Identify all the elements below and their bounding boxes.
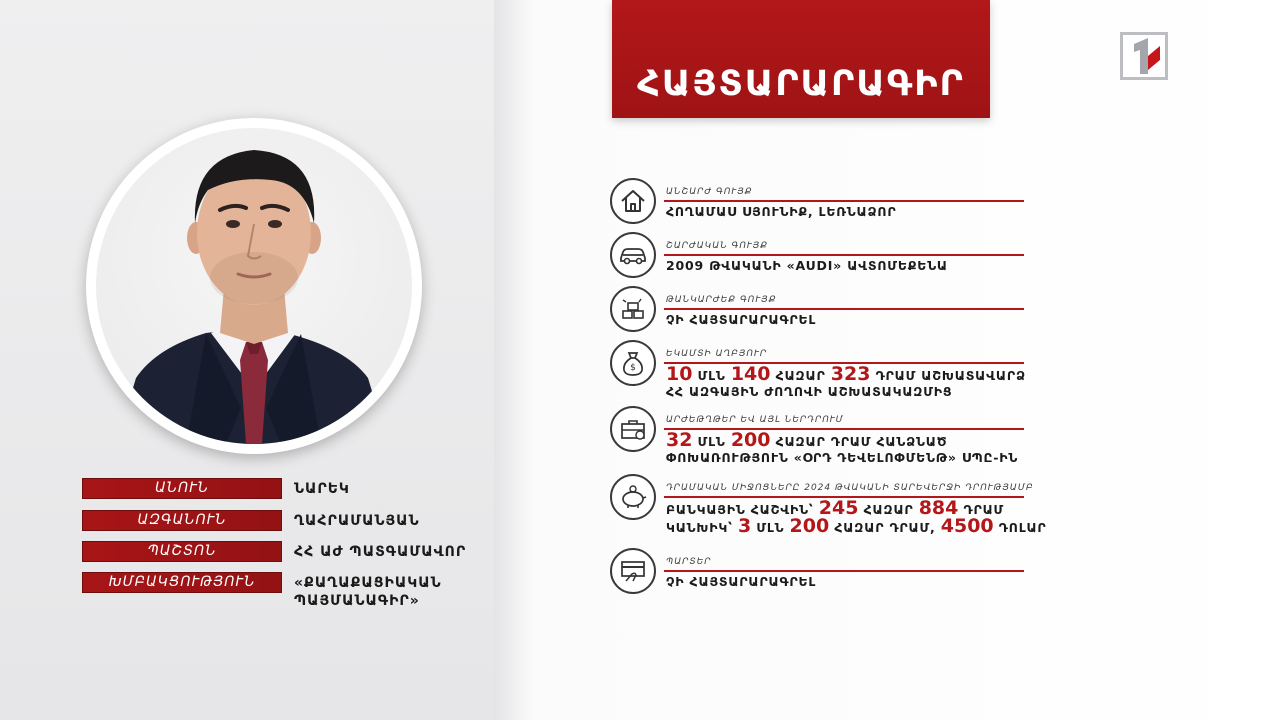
bio-value: ՀՀ ԱԺ ՊԱՏԳԱՄԱՎՈՐ (294, 544, 467, 560)
value-line (666, 574, 816, 590)
item-value (666, 312, 816, 328)
value-text: ՓՈԽԱՌՈՒԹՅՈՒՆ «ՕՐԴ ԴԵՎԵԼՈՓՄԵՆԹ» ՍՊԸ-ԻՆ (666, 450, 1019, 465)
highlight-number: 4500 (940, 515, 994, 537)
item-value (666, 363, 1026, 400)
value-line (666, 258, 948, 274)
value-line (666, 204, 896, 220)
divider (664, 570, 1024, 572)
value-line (666, 429, 1018, 451)
item-label: ՊԱՐՏԵՐ (666, 557, 712, 567)
value-text: ԴՐԱՄ (958, 502, 1005, 517)
highlight-number: 3 (737, 515, 752, 537)
person-portrait-image (96, 128, 412, 444)
credit-card-icon (610, 548, 656, 594)
value-text: ՉԻ ՀԱՅՏԱՐԱՐԱԳՐԵԼ (666, 312, 817, 327)
divider (664, 200, 1024, 202)
value-text: ՄԼՆ (692, 434, 731, 449)
value-text: ՀԱԶԱՐ (770, 368, 831, 383)
value-text: ԴՈԼԱՐ (993, 520, 1047, 535)
divider (664, 428, 1024, 430)
item-value (666, 258, 948, 274)
value-text: ԴՐԱՄ ԱՇԽԱՏԱՎԱՐՁ (870, 368, 1026, 383)
value-text: ՀԱԶԱՐ ԴՐԱՄ ՀԱՆՁՆԱԾ (770, 434, 948, 449)
item-value (666, 429, 1019, 466)
value-text: 2009 ԹՎԱԿԱՆԻ «AUDI» ԱՎՏՈՄԵՔԵՆԱ (666, 258, 948, 273)
value-text: ՀԱԶԱՐ ԴՐԱՄ, (829, 520, 941, 535)
bio-label: ԱՆՈՒՆ (82, 478, 282, 499)
value-line (666, 312, 816, 328)
item-label: ԱՐԺԵԹՂԹԵՐ ԵՎ ԱՅԼ ՆԵՐԴՐՈՒՄ (666, 415, 844, 425)
bio-label: ՊԱՇՏՈՆ (82, 541, 282, 562)
value-text: ԲԱՆԿԱՅԻՆ ՀԱՇՎԻՆ՝ (666, 502, 819, 517)
portrait-photo (96, 128, 412, 444)
value-text: ՀԱԶԱՐ (858, 502, 919, 517)
highlight-number: 200 (730, 429, 771, 451)
item-label: ԹԱՆԿԱՐԺԵՔ ԳՈՒՅՔ (666, 295, 777, 305)
bio-value: «ՔԱՂԱՔԱՑԻԱԿԱՆ ՊԱՅՄԱՆԱԳԻՐ» (294, 575, 442, 609)
bio-value: ՂԱՀՐԱՄԱՆՅԱՆ (294, 513, 420, 529)
house-icon (610, 178, 656, 224)
money-bag-icon (610, 340, 656, 386)
item-value (666, 497, 1047, 537)
highlight-number: 323 (830, 363, 871, 385)
bio-label: ԱԶԳԱՆՈՒՆ (82, 510, 282, 531)
divider (664, 308, 1024, 310)
value-text: ՉԻ ՀԱՅՏԱՐԱՐԱԳՐԵԼ (666, 574, 817, 589)
highlight-number: 32 (666, 429, 693, 451)
briefcase-icon (610, 406, 656, 452)
page-title: ՀԱՅՏԱՐԱՐԱԳԻՐ (637, 64, 965, 104)
bio-label: ԽՄԲԱԿՑՈՒԹՅՈՒՆ (82, 572, 282, 593)
svg-text:$: $ (630, 363, 636, 373)
page-title-banner (612, 0, 990, 118)
value-line (666, 450, 1018, 466)
value-line (666, 515, 1047, 537)
gold-bars-icon (610, 286, 656, 332)
item-label: ԱՆՇԱՐԺ ԳՈՒՅՔ (666, 187, 753, 197)
value-text: ՄԼՆ (751, 520, 790, 535)
value-line (666, 384, 1026, 400)
highlight-number: 200 (789, 515, 830, 537)
value-text: ՄԼՆ (692, 368, 731, 383)
value-text: ԿԱՆԽԻԿ՝ (666, 520, 738, 535)
value-text: ՀՈՂԱՄԱՍ ՍՅՈՒՆԻՔ, ԼԵՌՆԱՁՈՐ (666, 204, 897, 219)
highlight-number: 245 (818, 497, 859, 519)
highlight-number: 10 (666, 363, 693, 385)
car-icon (610, 232, 656, 278)
channel-one-logo (1120, 32, 1168, 80)
divider (664, 254, 1024, 256)
bio-value: ՆԱՐԵԿ (294, 481, 350, 497)
item-label: ԴՐԱՄԱԿԱՆ ՄԻՋՈՑՆԵՐԸ 2024 ԹՎԱԿԱՆԻ ՏԱՐԵՎԵՐՋԻ ԴՐՈՒԹՅԱՄԲ (666, 483, 1034, 493)
item-label: ՇԱՐԺԱԿԱՆ ԳՈՒՅՔ (666, 241, 769, 251)
item-value (666, 204, 896, 220)
item-label: ԵԿԱՄՏԻ ԱՂԲՅՈՒՐ (666, 349, 768, 359)
highlight-number: 140 (730, 363, 771, 385)
piggy-bank-icon (610, 474, 656, 520)
value-line (666, 363, 1026, 385)
item-value (666, 574, 816, 590)
value-text: ՀՀ ԱԶԳԱՅԻՆ ԺՈՂՈՎԻ ԱՇԽԱՏԱԿԱԶՄԻՑ (666, 384, 953, 399)
highlight-number: 884 (918, 497, 959, 519)
